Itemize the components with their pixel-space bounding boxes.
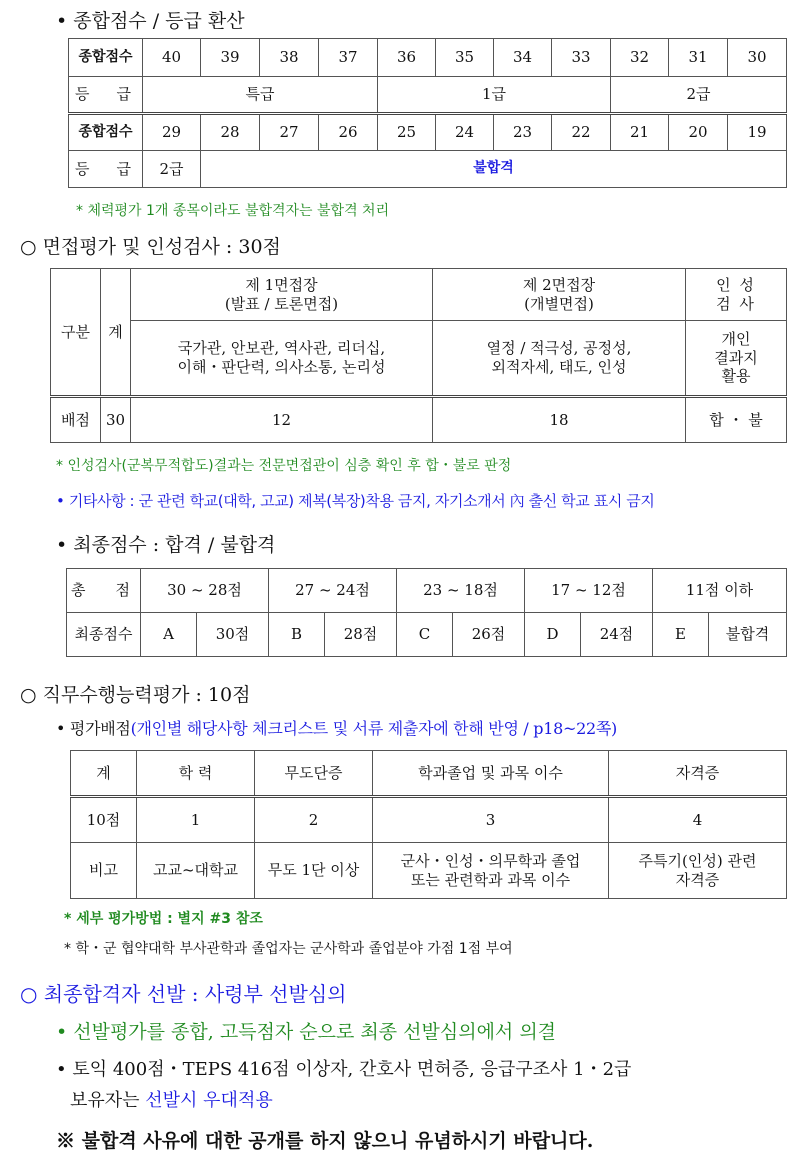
- job-sub-title: [56, 716, 617, 739]
- room2-header: 제 2면접장 (개별면접): [433, 269, 686, 321]
- score-cell: 20: [669, 114, 728, 151]
- fitness-note: * 체력평가 1개 종목이라도 불합격자는 불합격 처리: [76, 203, 390, 219]
- grade-score-cell: 불합격: [709, 613, 787, 657]
- score-cell: 10점: [71, 797, 137, 843]
- row-label: 등 급: [69, 151, 143, 188]
- grade-row-1: [69, 77, 787, 114]
- score-cell: 35: [436, 39, 494, 77]
- header-cell: 무도단증: [255, 751, 373, 797]
- grade-cell: A: [141, 613, 197, 657]
- score-cell: 28: [201, 114, 260, 151]
- selection-line2a: • 토익 400점・TEPS 416점 이상자, 간호사 면허증, 응급구조사 1・2급: [56, 1059, 632, 1080]
- score-cell: 29: [143, 114, 201, 151]
- score-cell: 2: [255, 797, 373, 843]
- range-cell: 30 ~ 28점: [141, 569, 269, 613]
- range-cell: 27 ~ 24점: [269, 569, 397, 613]
- selection-line1: • 선발평가를 종합, 고득점자 순으로 최종 선발심의에서 의결: [56, 1021, 557, 1043]
- score-cell: 24: [436, 114, 494, 151]
- col-total: 계: [101, 269, 131, 397]
- score-cell: 38: [260, 39, 319, 77]
- grade-cell: 1급: [378, 77, 611, 114]
- score-cell: 37: [319, 39, 378, 77]
- grade-cell: E: [653, 613, 709, 657]
- score-room2: 18: [433, 397, 686, 443]
- bonus-note: * 학・군 협약대학 부사관학과 졸업자는 군사학과 졸업분야 가점 1점 부여: [64, 941, 513, 957]
- insung-header: 인 성 검 사: [686, 269, 787, 321]
- grade-fail-cell: 불합격: [201, 151, 787, 188]
- final-score-table: [66, 568, 787, 657]
- score-label: 배점: [51, 397, 101, 443]
- range-cell: 11점 이하: [653, 569, 787, 613]
- total-label: 총 점: [67, 569, 141, 613]
- range-cell: 23 ~ 18점: [397, 569, 525, 613]
- sub-prefix: • 평가배점: [56, 719, 131, 738]
- grade-cell: 특급: [143, 77, 378, 114]
- score-cell: 21: [611, 114, 669, 151]
- score-total: 30: [101, 397, 131, 443]
- line2b-blue: 선발시 우대적용: [145, 1090, 273, 1111]
- col-gubun: 구분: [51, 269, 101, 397]
- score-cell: 40: [143, 39, 201, 77]
- selection-line2b: [70, 1086, 273, 1112]
- score-cell: 27: [260, 114, 319, 151]
- grade-cell: C: [397, 613, 453, 657]
- remark-cell: 고교~대학교: [137, 843, 255, 899]
- score-row-1: [69, 39, 787, 77]
- warning-note: ※ 불합격 사유에 대한 공개를 하지 않으니 유념하시기 바랍니다.: [56, 1130, 594, 1152]
- section-title-interview: ○ 면접평가 및 인성검사 : 30점: [20, 236, 281, 258]
- header-cell: 학과졸업 및 과목 이수: [373, 751, 609, 797]
- grade-score-cell: 26점: [453, 613, 525, 657]
- score-cell: 26: [319, 114, 378, 151]
- grade-score-cell: 24점: [581, 613, 653, 657]
- room1-header: 제 1면접장 (발표 / 토론면접): [131, 269, 433, 321]
- remark-cell: 군사・인성・의무학과 졸업 또는 관련학과 과목 이수: [373, 843, 609, 899]
- score-cell: 32: [611, 39, 669, 77]
- grade-cell: D: [525, 613, 581, 657]
- score-cell: 31: [669, 39, 728, 77]
- header-cell: 자격증: [609, 751, 787, 797]
- range-cell: 17 ~ 12점: [525, 569, 653, 613]
- row-label: 등 급: [69, 77, 143, 114]
- other-note: • 기타사항 : 군 관련 학교(대학, 고교) 제복(복장)착용 금지, 자기소개서 內 출신 학교 표시 금지: [56, 492, 655, 510]
- section-title-job: ○ 직무수행능력평가 : 10점: [20, 684, 251, 706]
- header-cell: 학 력: [137, 751, 255, 797]
- score-cell: 4: [609, 797, 787, 843]
- score-row-2: [69, 114, 787, 151]
- final-label: 최종점수: [67, 613, 141, 657]
- line2b-prefix: 보유자는: [70, 1090, 146, 1111]
- grade-score-cell: 30점: [197, 613, 269, 657]
- remark-cell: 무도 1단 이상: [255, 843, 373, 899]
- job-table: [70, 750, 787, 899]
- score-cell: 33: [552, 39, 611, 77]
- score-cell: 34: [494, 39, 552, 77]
- score-cell: 3: [373, 797, 609, 843]
- score-cell: 1: [137, 797, 255, 843]
- detail-note: * 세부 평가방법 : 별지 #3 참조: [64, 911, 263, 927]
- sub-paren: (개인별 해당사항 체크리스트 및 서류 제출자에 한해 반영 / p18~22쪽): [130, 719, 617, 738]
- score-cell: 30: [728, 39, 787, 77]
- grade-cell: B: [269, 613, 325, 657]
- section-title-score-grade: • 종합점수 / 등급 환산: [56, 10, 245, 32]
- section-title-selection: ○ 최종합격자 선발 : 사령부 선발심의: [20, 982, 347, 1006]
- score-cell: 19: [728, 114, 787, 151]
- grade-row-2: [69, 151, 787, 188]
- header-cell: 계: [71, 751, 137, 797]
- room2-items: 열정 / 적극성, 공정성, 외적자세, 태도, 인성: [433, 321, 686, 397]
- insung-items: 개인 결과지 활용: [686, 321, 787, 397]
- grade-score-cell: 28점: [325, 613, 397, 657]
- score-insung: 합 ・ 불: [686, 397, 787, 443]
- remark-cell: 비고: [71, 843, 137, 899]
- interview-table: [50, 268, 787, 443]
- score-cell: 22: [552, 114, 611, 151]
- section-title-final: • 최종점수 : 합격 / 불합격: [56, 534, 276, 556]
- score-grade-table: [68, 38, 787, 188]
- room1-items: 국가관, 안보관, 역사관, 리더십, 이해・판단력, 의사소통, 논리성: [131, 321, 433, 397]
- score-cell: 39: [201, 39, 260, 77]
- grade-cell: 2급: [611, 77, 787, 114]
- row-label: 종합점수: [69, 39, 143, 77]
- grade-cell: 2급: [143, 151, 201, 188]
- score-cell: 25: [378, 114, 436, 151]
- score-cell: 36: [378, 39, 436, 77]
- score-cell: 23: [494, 114, 552, 151]
- row-label: 종합점수: [69, 114, 143, 151]
- score-room1: 12: [131, 397, 433, 443]
- insung-note: * 인성검사(군복무적합도)결과는 전문면접관이 심층 확인 후 합・불로 판정: [56, 458, 512, 474]
- remark-cell: 주특기(인성) 관련 자격증: [609, 843, 787, 899]
